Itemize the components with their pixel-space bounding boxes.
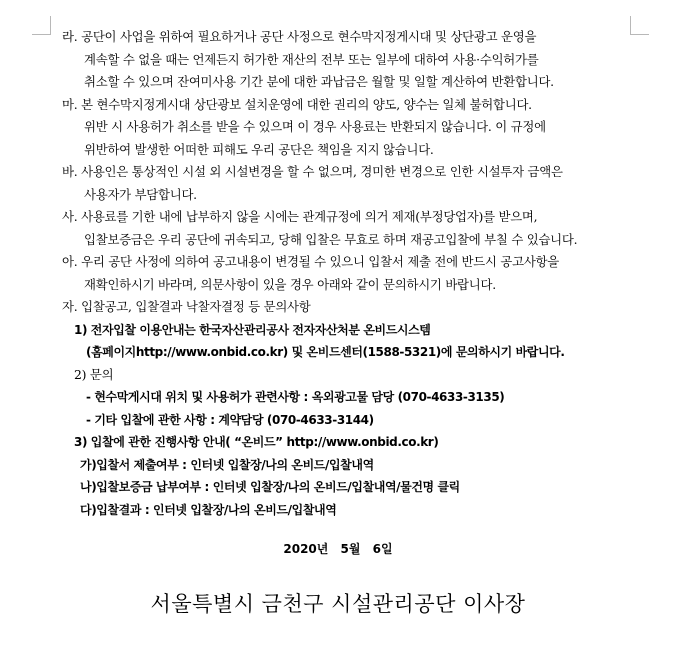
document-date: 2020년 5월 6일 (283, 542, 393, 556)
clause-sa-line-2: 입찰보증금은 우리 공단에 귀속되고, 당해 입찰은 무효로 하며 재공고입찰에 부칠 수 있습니다. (84, 231, 578, 247)
document-body (62, 26, 642, 521)
clause-ba-line-1: 바. 사용인은 통상적인 시설 외 시설변경을 할 수 없으며, 경미한 변경으로 인한 시설투자 금액은 (62, 164, 563, 179)
inquiry-contact-contract: - 기타 입찰에 관한 사항 : 계약담당 (070-4633-3144) (86, 412, 374, 427)
progress-item-da: 다)입찰결과 : 인터넷 입찰장/나의 온비드/입찰내역 (80, 502, 337, 517)
issuer-signature: 서울특별시 금천구 시설관리공단 이사장 (150, 592, 526, 616)
clause-ma-line-2: 위반 시 사용허가 취소를 받을 수 있으며 이 경우 사용료는 반환되지 않습니다. 이 규정에 (84, 119, 546, 134)
page-corner-marker-left (32, 16, 51, 35)
clause-ra-line-3: 취소할 수 있으며 잔여미사용 기간 분에 대한 과납금은 월할 및 일할 계산하여 반환합니다. (84, 74, 554, 89)
inquiry-contact-banner: - 현수막게시대 위치 및 사용허가 관련사항 : 옥외광고물 담당 (070-4633-3135) (86, 390, 505, 404)
clause-ma-line-3: 위반하여 발생한 어떠한 피해도 우리 공단은 책임을 지지 않습니다. (84, 141, 434, 157)
inquiry-item-1-line-1: 1) 전자입찰 이용안내는 한국자산관리공사 전자자산처분 온비드시스템 (74, 322, 431, 337)
clause-ra-line-1: 라. 공단이 사업을 위하여 필요하거나 공단 사정으로 현수막지정게시대 및 상단광고 운영을 (62, 29, 537, 44)
clause-ra-line-2: 계속할 수 없을 때는 언제든지 허가한 재산의 전부 또는 일부에 대하여 사용·수익허가를 (84, 51, 539, 67)
clause-a-line-2: 재확인하시기 바라며, 의문사항이 있을 경우 아래와 같이 문의하시기 바랍니다. (84, 276, 496, 292)
clause-ba-line-2: 사용자가 부담합니다. (84, 186, 197, 202)
clause-ma-line-1: 마. 본 현수막지정게시대 상단광보 설치운영에 대한 권리의 양도, 양수는 일체 불허합니다. (62, 96, 532, 112)
inquiry-item-2-heading: 2) 문의 (74, 366, 114, 382)
progress-item-na: 나)입찰보증금 납부여부 : 인터넷 입찰장/나의 온비드/입찰내역/물건명 클릭 (80, 480, 460, 494)
progress-item-ga: 가)입찰서 제출여부 : 인터넷 입찰장/나의 온비드/입찰내역 (80, 457, 374, 472)
inquiry-item-1-line-2: (홈페이지http://www.onbid.co.kr) 및 온비드센터(1588-5321)에 문의하시기 바랍니다. (86, 345, 565, 359)
inquiry-item-3-heading: 3) 입찰에 관한 진행사항 안내( “온비드” http://www.onbid.co.kr) (74, 435, 439, 449)
clause-ja-heading: 자. 입찰공고, 입찰결과 낙찰자결정 등 문의사항 (62, 299, 311, 314)
clause-sa-line-1: 사. 사용료를 기한 내에 납부하지 않을 시에는 관계규정에 의거 제재(부정당업자)를 받으며, (62, 209, 538, 224)
clause-a-line-1: 아. 우리 공단 사정에 의하여 공고내용이 변경될 수 있으니 입찰서 제출 전에 반드시 공고사항을 (62, 254, 559, 269)
